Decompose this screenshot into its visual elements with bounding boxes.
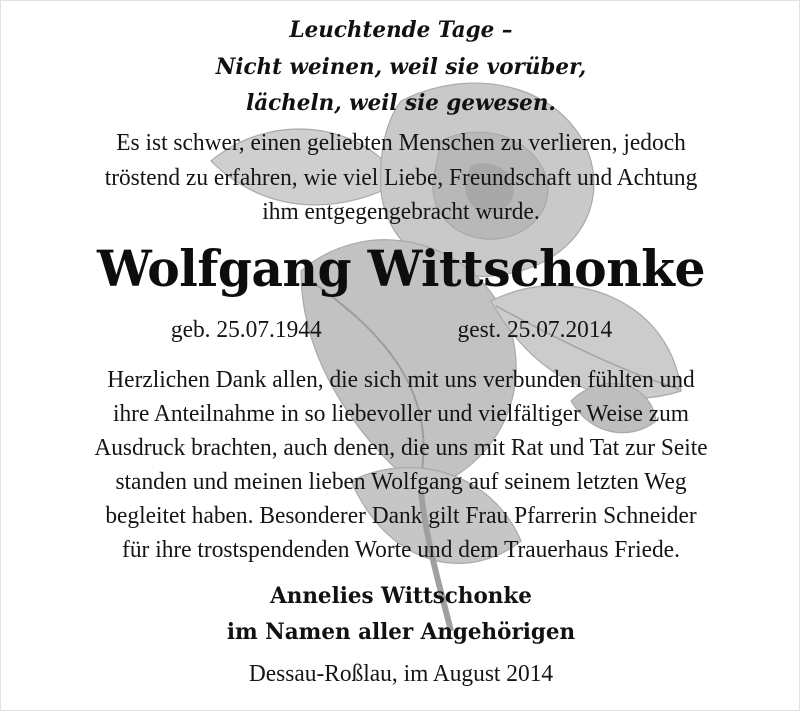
poem-line: Nicht weinen, weil sie vorüber, <box>215 54 587 80</box>
thanks-line: standen und meinen lieben Wolfgang auf seinem letzten Weg <box>115 469 687 495</box>
signature-subtitle: im Namen aller Angehörigen <box>226 619 576 645</box>
intro-line: ihm entgegengebracht wurde. <box>262 199 540 225</box>
life-dates <box>11 317 791 347</box>
thanks-line: für ihre trostspendenden Worte und dem Trauerhaus Friede. <box>122 537 680 563</box>
poem-line: lächeln, weil sie gewesen. <box>246 90 556 116</box>
thanks-line: Herzlichen Dank allen, die sich mit uns verbunden fühlten und <box>107 367 695 393</box>
deceased-name: Wolfgang Wittschonke <box>96 239 705 298</box>
death-date: gest. 25.07.2014 <box>457 317 613 343</box>
thanks-line: ihre Anteilnahme in so liebevoller und vielfältiger Weise zum <box>112 401 690 427</box>
poem-line: Leuchtende Tage – <box>289 17 513 43</box>
signature-name: Annelies Wittschonke <box>270 583 532 609</box>
birth-date: geb. 25.07.1944 <box>170 317 322 343</box>
intro-line: tröstend zu erfahren, wie viel Liebe, Freundschaft und Achtung <box>104 165 698 191</box>
intro-line: Es ist schwer, einen geliebten Menschen zu verlieren, jedoch <box>116 130 686 156</box>
place-date: Dessau-Roßlau, im August 2014 <box>248 661 554 687</box>
thanks-line: begleitet haben. Besonderer Dank gilt Frau Pfarrerin Schneider <box>105 503 697 529</box>
thanks-line: Ausdruck brachten, auch denen, die uns mit Rat und Tat zur Seite <box>94 435 708 461</box>
